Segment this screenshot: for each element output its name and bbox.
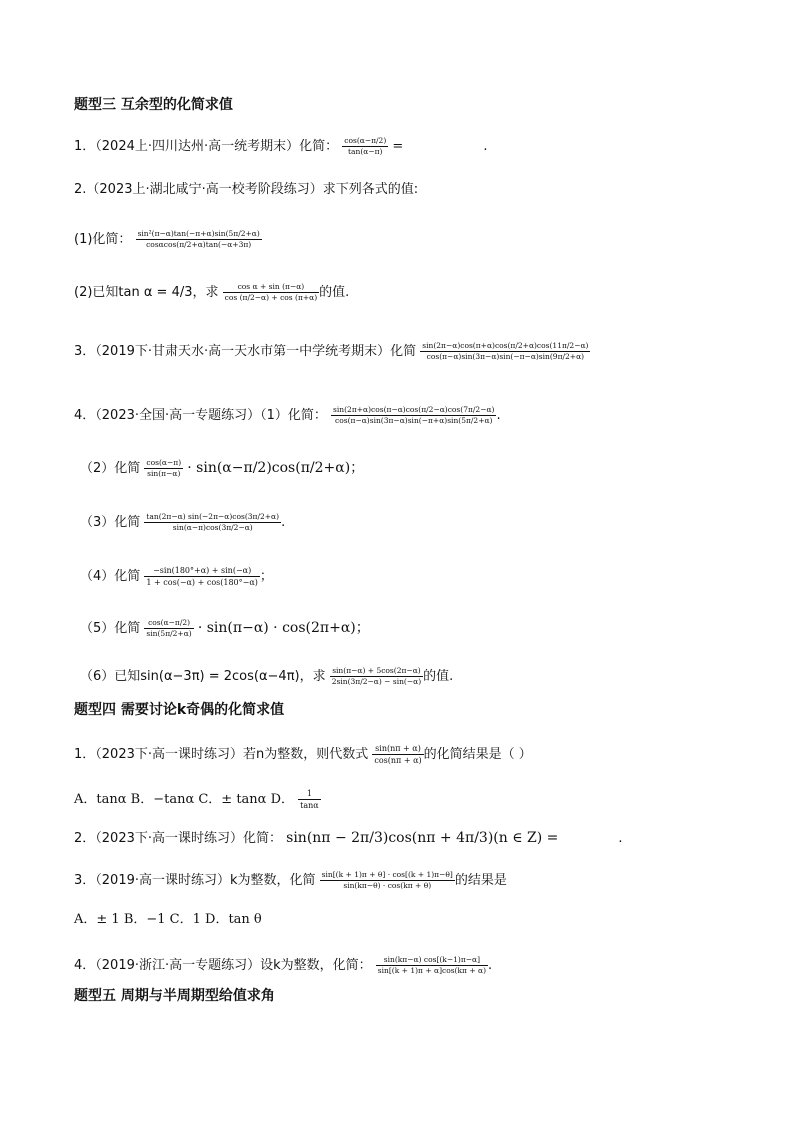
part-suffix: 的值. [423,669,454,684]
part-label: （5）化简 [80,621,141,636]
question-3-4-part-4 [80,565,273,588]
option-d-fraction [298,788,321,811]
part-label: （3）化简 [80,515,141,530]
fraction [376,955,488,976]
question-3-1 [74,136,487,157]
fraction [223,282,320,303]
period: . [483,139,488,154]
question-4-4 [74,955,492,976]
fraction-denominator: cos(π−α)sin(3π−α)sin(−π+α)sin(5π/2+α) [335,416,493,425]
question-text: 4．（2023·全国·高一专题练习）（1）化简： [74,408,327,423]
question-text: 3．（2019下·甘肃天水·高一天水市第一中学统考期末）化简 [74,344,417,359]
fraction [372,743,423,766]
fraction [330,666,423,687]
expression: sin(nπ − 2π/3)cos(nπ + 4π/3)(n ∈ Z) = [286,830,559,846]
fraction-denominator: tan(α−π) [348,147,383,156]
fraction-denominator: tanα [300,801,319,810]
fraction-numerator: sin(2π−α)cos(π+α)cos(π/2+α)cos(11π/2−α) [422,341,589,350]
question-3-2-part-1 [74,229,262,250]
fraction [144,565,259,588]
fraction-numerator: sin(nπ + α) [372,743,423,755]
question-3-4-part-3 [80,512,285,533]
fraction-numerator: sin(π−α) + 5cos(2π−α) [330,666,423,677]
equals-sign: = [392,139,404,154]
question-3-2: 2.（2023上·湖北咸宁·高一校考阶段练习）求下列各式的值: [74,182,419,197]
fraction-denominator: cosαcos(π/2+α)tan(−α+3π) [146,240,252,249]
question-4-3-options [74,912,262,928]
question-3-4-part-6 [80,666,453,687]
fraction-numerator: cos α + sin (π−α) [223,282,320,293]
fraction [342,136,388,157]
question-3-4 [74,405,501,426]
fraction-denominator: sin(5π/2+α) [146,629,192,638]
question-3-4-part-5 [80,618,370,639]
fraction-denominator: sin(kπ−θ) · cos(kπ + θ) [343,881,432,890]
period: . [496,408,501,423]
part-label: （4）化简 [80,569,141,584]
part-label: (2)已知tan α = 4/3，求 [74,285,219,300]
fraction-numerator: cos(α−π) [146,458,182,467]
section-heading-3: 题型三 互余型的化简求值 [74,97,233,113]
question-4-1-options [74,788,321,811]
fraction-denominator: 1 + cos(−α) + cos(180°−α) [146,578,258,587]
expression: · sin(α−π/2)cos(π/2+α)； [187,460,365,476]
fraction [144,458,183,479]
question-4-2 [74,830,623,847]
semicolon: ； [259,569,273,584]
fraction-numerator: 1 [298,788,321,800]
fraction-numerator: sin²(π−α)tan(−π+α)sin(5π/2+α) [137,229,260,238]
question-3-3 [74,341,590,362]
fraction [144,512,281,533]
section-heading-4: 题型四 需要讨论k奇偶的化简求值 [74,702,285,718]
fraction-denominator: sin[(k + 1)π + α]cos(kπ + α) [377,966,487,975]
fraction-numerator: −sin(180°+α) + sin(−α) [144,565,259,577]
question-suffix: 的化简结果是（ ） [423,747,532,762]
fraction-denominator: sin(π−α) [147,469,181,478]
fraction-numerator: tan(2π−α) sin(−2π−α)cos(3π/2+α) [146,512,280,521]
period: . [488,958,493,973]
question-text: 3．（2019·高一课时练习）k为整数，化简 [74,873,316,888]
period: . [281,515,286,530]
fraction-numerator: sin[(k + 1)π + θ] · cos[(k + 1)π−θ] [321,870,453,879]
fraction-denominator: cos(π−α)sin(3π−α)sin(−π−α)sin(9π/2+α) [426,352,585,361]
fraction-numerator: sin(2π+α)cos(π−α)cos(π/2−α)cos(7π/2−α) [333,405,495,414]
answer-options: A．tanα B．−tanα C．± tanα D． [74,792,295,807]
part-label: (1)化简： [74,232,132,247]
expression: · sin(π−α) · cos(2π+α)； [197,620,370,636]
fraction-denominator: sin(α−π)cos(3π/2−α) [172,523,253,532]
answer-options: A．± 1 B．−1 C．1 D．tan θ [74,912,262,927]
part-label: （2）化简 [80,461,141,476]
fraction-numerator: sin(kπ−α) cos[(k−1)π−α] [376,955,488,966]
fraction-numerator: cos(α−π/2) [344,136,387,145]
question-3-2-part-2 [74,282,349,303]
fraction [144,618,193,639]
fraction-denominator: cos (π/2−α) + cos (π+α) [224,293,318,302]
question-text: 1．（2024上·四川达州·高一统考期末）化简： [74,139,339,154]
part-label: （6）已知sin(α−3π) = 2cos(α−4π)，求 [80,669,326,684]
fraction [331,405,496,426]
question-text: 1．（2023下·高一课时练习）若n为整数，则代数式 [74,747,369,762]
fraction [420,341,590,362]
period: . [618,831,623,846]
fraction [320,870,455,891]
question-text: 4．（2019·浙江·高一专题练习）设k为整数，化简： [74,958,372,973]
fraction-denominator: 2sin(3π/2−α) − sin(−α) [331,677,422,686]
section-heading-5: 题型五 周期与半周期型给值求角 [74,988,275,1004]
question-suffix: 的结果是 [454,873,507,888]
fraction [136,229,262,250]
question-4-1 [74,743,532,766]
fraction-numerator: cos(α−π/2) [144,618,193,629]
fraction-denominator: cos(nπ + α) [374,756,422,765]
question-4-3 [74,870,507,891]
question-3-4-part-2 [80,458,364,479]
question-text: 2．（2023下·高一课时练习）化简： [74,831,282,846]
part-suffix: 的值. [319,285,350,300]
